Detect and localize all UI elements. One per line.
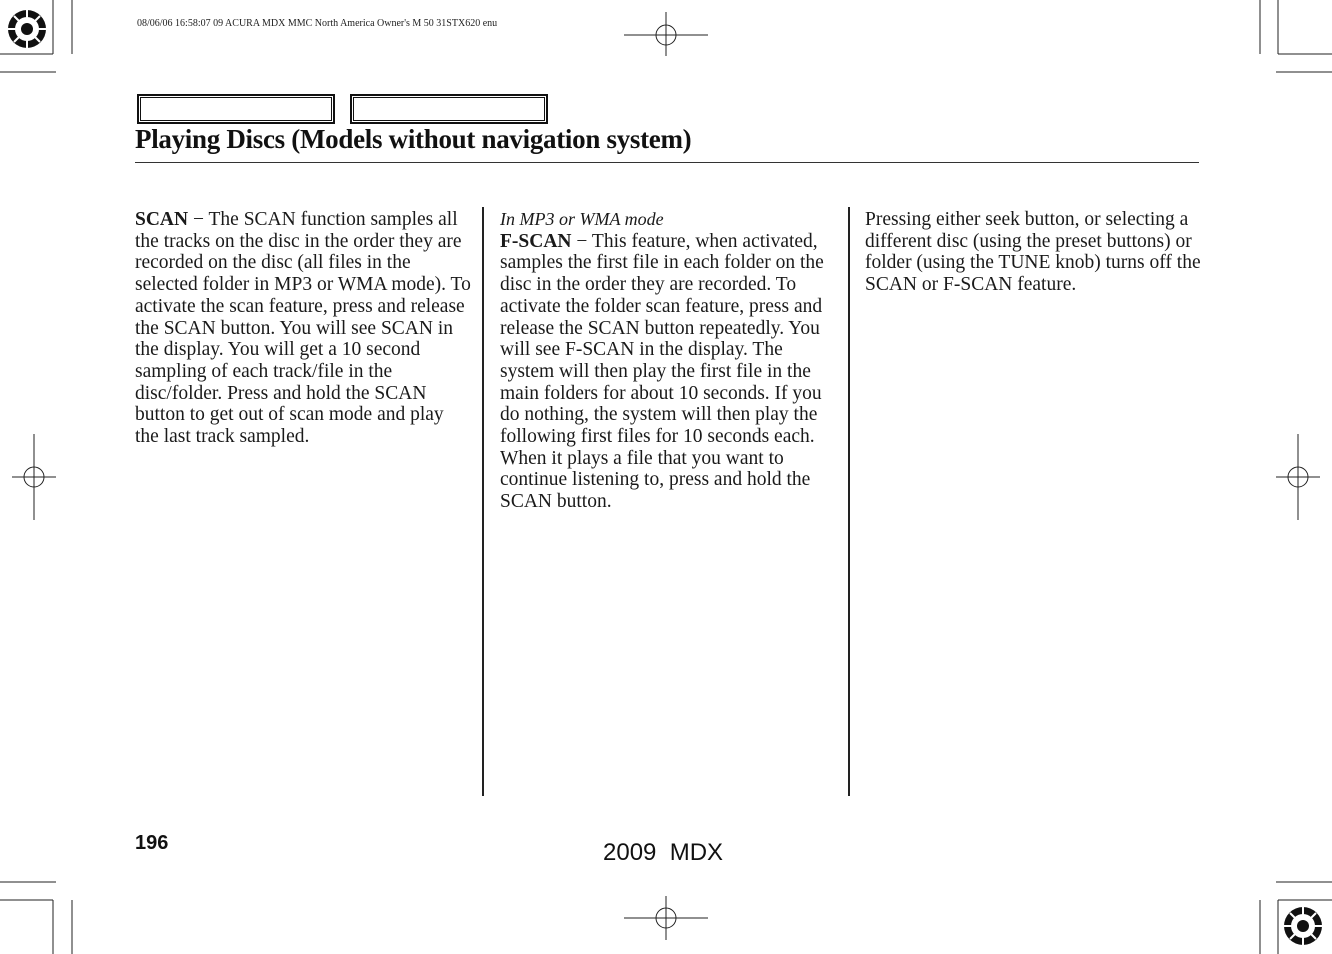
column-right (865, 209, 1201, 296)
page-number: 196 (135, 832, 169, 854)
crosshair-icon-bottom (624, 896, 708, 940)
scan-paragraph (135, 209, 471, 448)
column-middle (500, 209, 836, 513)
target-icon-bottom-right (1284, 907, 1322, 945)
target-icon-top-left (8, 10, 46, 48)
model-name: 2009 MDX (603, 839, 724, 866)
page-title: Playing Discs (Models without navigation system) (135, 124, 692, 154)
printer-info: 08/06/06 16:58:07 09 ACURA MDX MMC North America Owner's M 50 31STX620 enu (137, 18, 498, 29)
scan-off-paragraph: Pressing either seek button, or selecting a different disc (using the preset buttons) or folder (using the TUNE knob) turns off the SCAN or F-SCAN feature. (865, 209, 1201, 296)
title-divider (135, 162, 1199, 163)
crosshair-icon-right (1276, 434, 1320, 520)
fscan-dash: − (571, 230, 592, 252)
crosshair-icon-top (624, 12, 708, 56)
scan-dash: − (188, 209, 209, 230)
scan-text: The SCAN function samples all the tracks on the disc in the order they are recorded on the disc (all files in the selected folder in MP3 or WMA mode). To activate the scan feature, press and release the SCAN button. You will see SCAN in the display. You will get a 10 second sampling of each track/file in the disc/folder. Press and hold the SCAN button to get out of scan mode and play the last track sampled. (135, 209, 471, 448)
scan-term: SCAN (135, 209, 189, 230)
crosshair-icon-left (12, 434, 56, 520)
header-tab-box-2 (350, 94, 548, 124)
fscan-text: This feature, when activated, samples the first file in each folder on the disc in the order they are recorded. To activate the folder scan feature, press and release the SCAN button repeatedly. You will see F-SCAN in the display. The system will then play the first file in the main folders for about 10 seconds. If you do nothing, the system will then play the following first files for 10 seconds each. When it plays a file that you want to continue listening to, press and hold the SCAN button. (500, 230, 824, 513)
fscan-term: F-SCAN (500, 230, 572, 252)
header-tab-box-1 (137, 94, 335, 124)
column-divider-2 (848, 207, 850, 796)
column-divider-1 (482, 207, 484, 796)
fscan-paragraph (500, 231, 836, 513)
column-left (135, 209, 471, 448)
mp3-wma-subheading: In MP3 or WMA mode (500, 209, 664, 229)
